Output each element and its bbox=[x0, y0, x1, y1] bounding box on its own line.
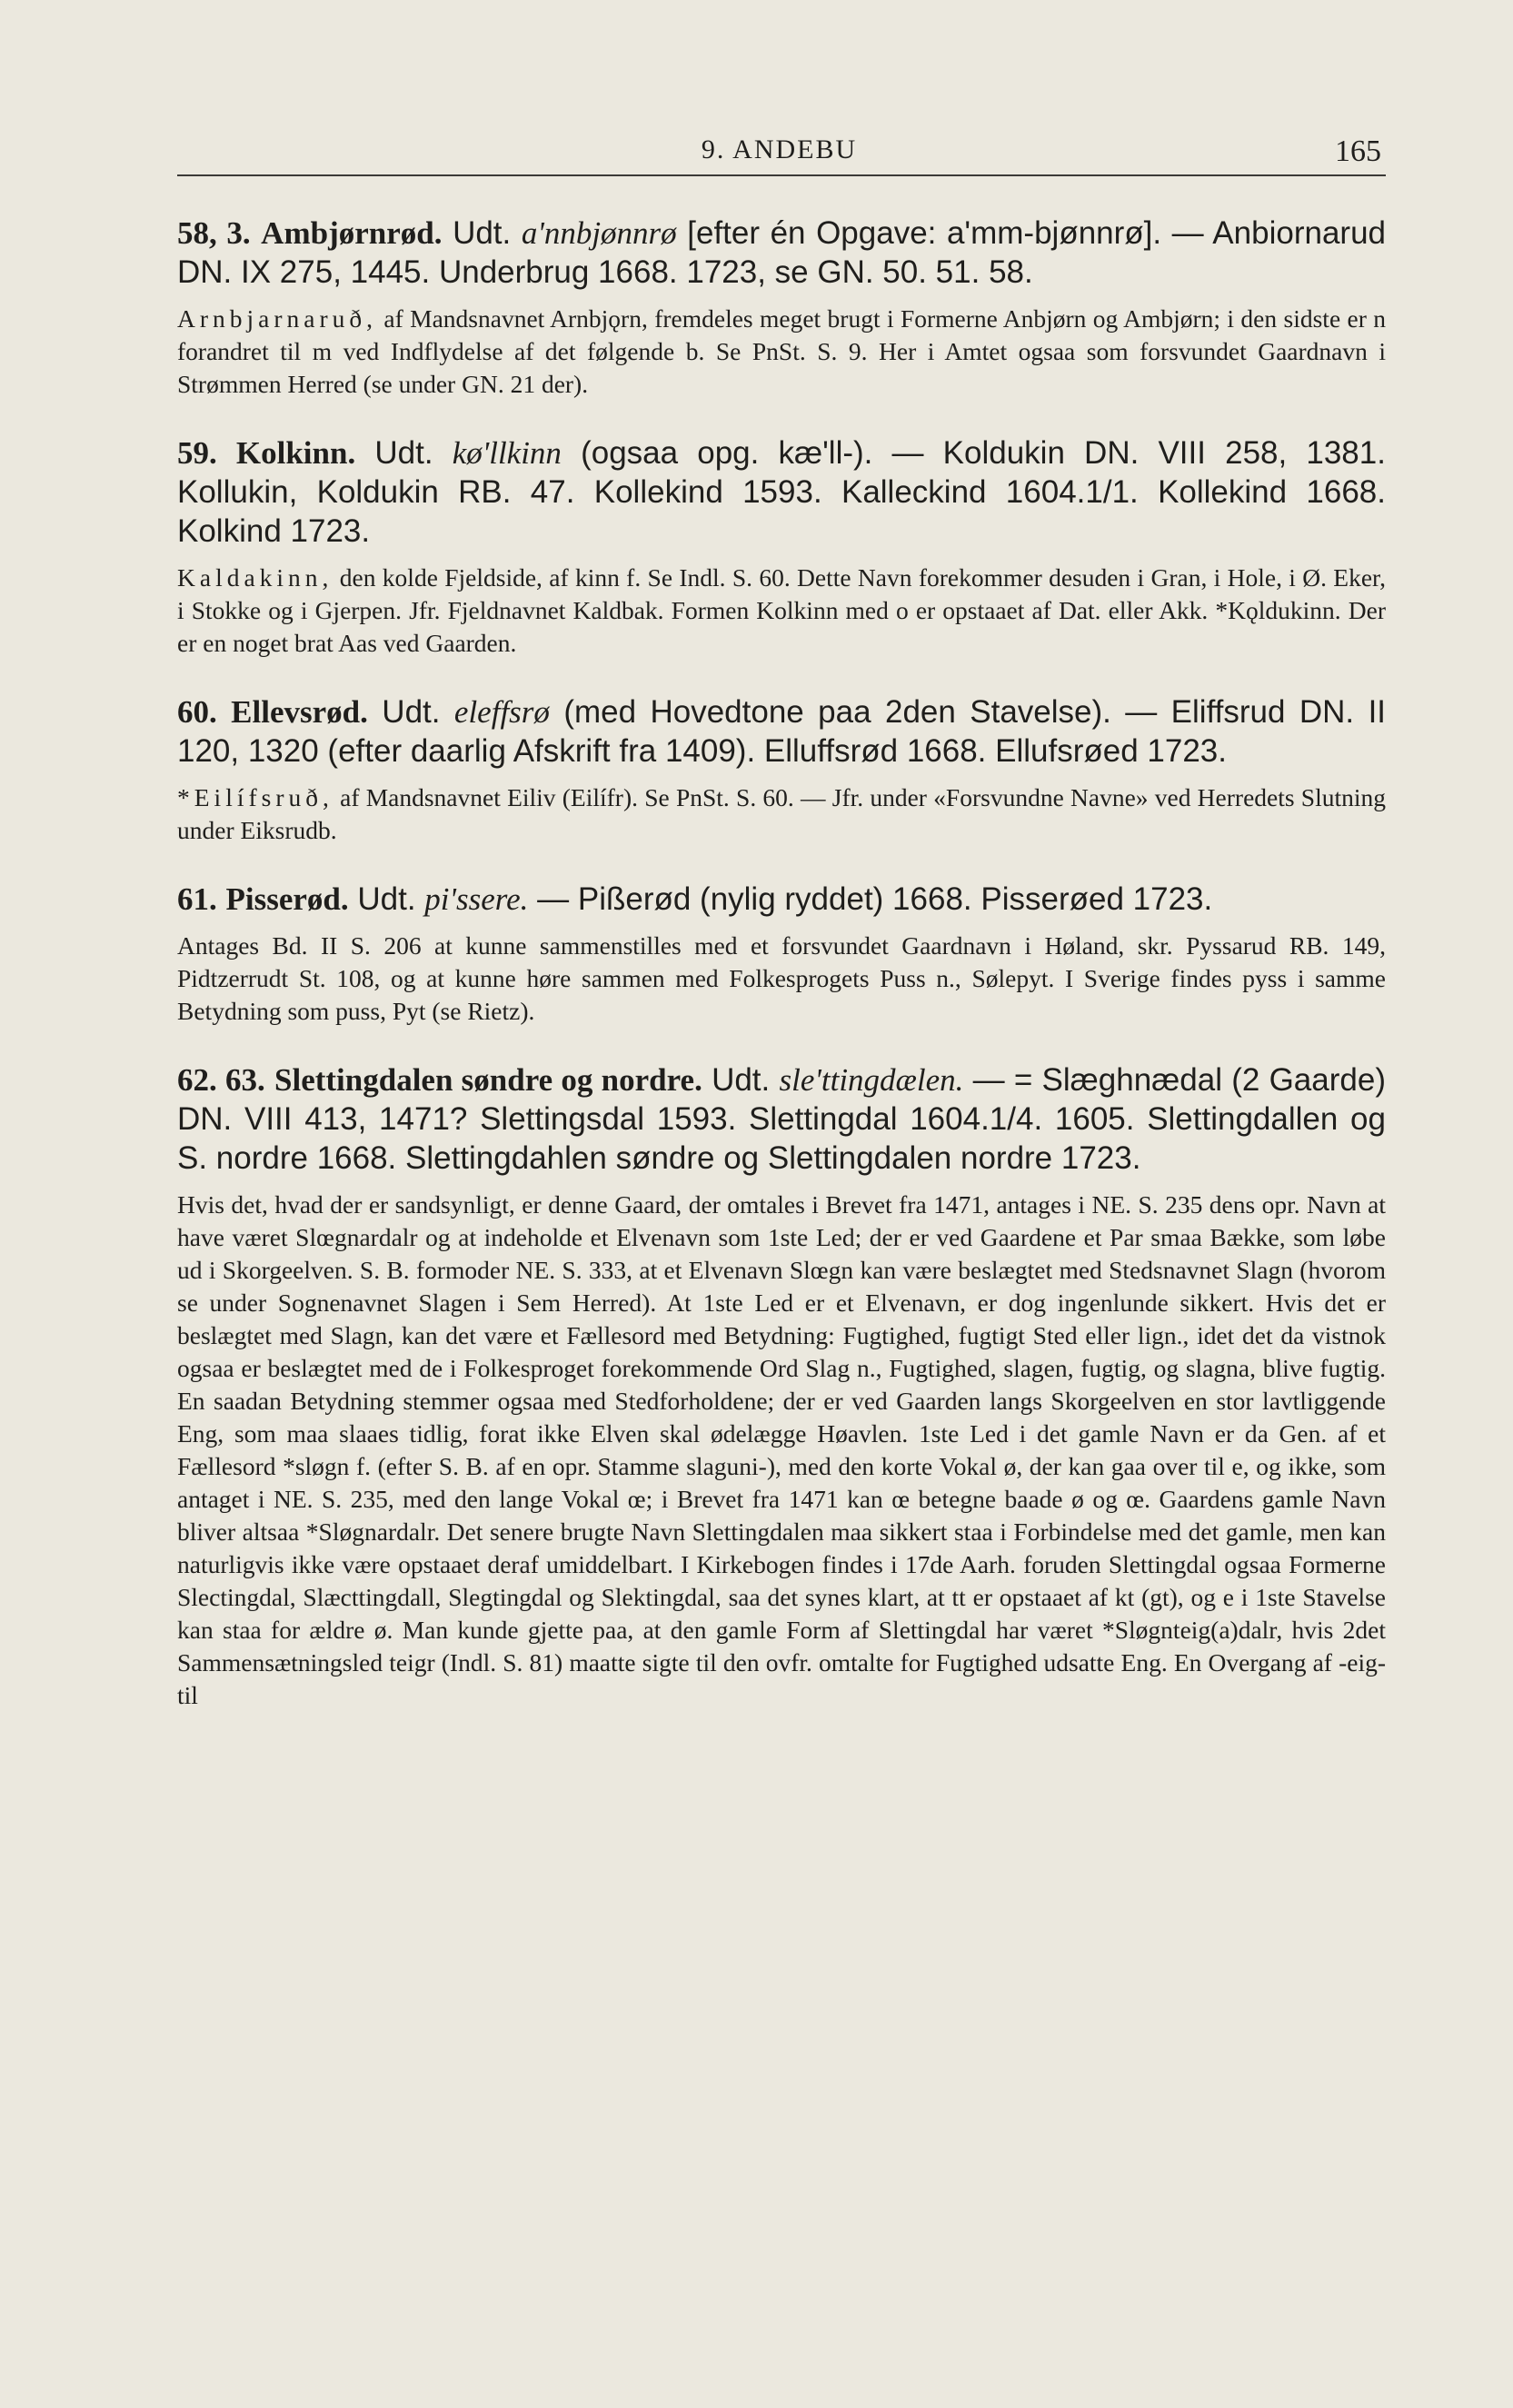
page-number: 165 bbox=[1335, 134, 1381, 168]
farm-name: Kolkinn. bbox=[235, 435, 356, 471]
entry-60 bbox=[177, 692, 1386, 847]
entry-number: 61. bbox=[177, 881, 217, 917]
header-rule bbox=[177, 174, 1386, 176]
pronunciation-label: Udt. bbox=[357, 881, 416, 917]
pronunciation: kø'llkinn bbox=[452, 435, 562, 471]
chapter-title: 9. ANDEBU bbox=[701, 134, 858, 164]
note-text: Antages Bd. II S. 206 at kunne sammenstilles med et forsvundet Gaardnavn i Høland, skr. Pyssarud RB. 149, Pidtzerrudt St. 108, og at kunne høre sammen med Folkesprogets Puss n., Sølepyt. I Sverige findes pyss i samme Betydning som puss, Pyt (se Rietz). bbox=[177, 931, 1386, 1025]
note-text: af Mandsnavnet Arnbjǫrn, fremdeles meget brugt i Formerne Anbjørn og Ambjørn; i den sidste er n forandret til m ved Indflydelse af det følgende b. Se PnSt. S. 9. Her i Amtet ogsaa som forsvundet Gaardnavn i Strømmen Herred (se under GN. 21 der). bbox=[177, 304, 1386, 398]
entry-sources: — = Slæghnædal (2 Gaarde) DN. VIII 413, 1471? Slettingsdal 1593. Slettingdal 1604.1/4. 1605. Slettingdallen og S. nordre 1668. Slettingdahlen søndre og Slettingdalen nordre 1723. bbox=[177, 1062, 1386, 1176]
pronunciation-label: Udt. bbox=[374, 435, 433, 471]
note-lead: *Eilífsruð, bbox=[177, 783, 333, 811]
entry-number: 58, 3. bbox=[177, 215, 251, 251]
entry-sources: (med Hovedtone paa 2den Stavelse). — Eliffsrud DN. II 120, 1320 (efter daarlig Afskrift fra 1409). Elluffsrød 1668. Ellufsrøed 1723. bbox=[177, 694, 1387, 769]
entry-main bbox=[177, 692, 1386, 771]
note-text: Hvis det, hvad der er sandsynligt, er denne Gaard, der omtales i Brevet fra 1471, antages i NE. S. 235 dens opr. Navn at have været Slœgnardalr og at indeholde et Elvenavn som 1ste Led; der er ved Gaardene et Par smaa Bække, som løbe ud i Skorgeelven. S. B. formoder NE. S. 333, at et Elvenavn Slœgn kan være beslægtet med Stedsnavnet Slagn (hvorom se under Sognenavnet Slagen i Sem Herred). At 1ste Led er et Elvenavn, er dog ingenlunde sikkert. Hvis det er beslægtet med Slagn, kan det være et Fællesord med Betydning: Fugtighed, fugtigt Sted eller lign., idet det da vistnok ogsaa er beslægtet med de i Folkesproget forekommende Ord Slag n., Fugtighed, slagen, fugtig, og slagna, blive fugtig. En saadan Betydning stemmer ogsaa med Stedforholdene; der er ved Gaarden langs Skorgeelven en stor lavtliggende Eng, som maa slaaes tidlig, forat ikke Elven skal ødelægge Høavlen. 1ste Led i det gamle Navn er da Gen. af et Fællesord *sløgn f. (efter S. B. af en opr. Stamme slaguni-), med den korte Vokal ø, der kan gaa over til e, og ikke, som antaget i NE. S. 235, med den lange Vokal œ; i Brevet fra 1471 kan œ betegne baade ø og œ. Gaardens gamle Navn bliver altsaa *Sløgnardalr. Det senere brugte Navn Slettingdalen maa sikkert staa i Forbindelse med det gamle, men kan naturligvis ikke være opstaaet deraf umiddelbart. I Kirkebogen findes i 17de Aarh. foruden Slettingdal ogsaa Formerne Slectingdal, Slæcttingdall, Slegtingdal og Slektingdal, saa det synes klart, at tt er opstaaet af kt (gt), og e i 1ste Stavelse kan staa for ældre ø. Man kunde gjette paa, at den gamle Form af Slettingdal har været *Sløgnteig(a)dalr, hvis 2det Sammensætningsled teigr (Indl. S. 81) maatte sigte til den ovfr. omtalte for Fugtighed udsatte Eng. En Overgang af -eig- til bbox=[177, 1190, 1386, 1709]
farm-name: Ambjørnrød. bbox=[261, 215, 443, 251]
pronunciation-label: Udt. bbox=[382, 694, 441, 730]
entry-note bbox=[177, 1189, 1386, 1712]
note-lead: Arnbjarnaruð, bbox=[177, 304, 378, 333]
pronunciation: eleffsrø bbox=[453, 694, 550, 730]
entry-note bbox=[177, 303, 1386, 401]
text-body bbox=[177, 214, 1386, 1712]
entry-number: 59. bbox=[177, 435, 217, 471]
pronunciation: pi'ssere. bbox=[424, 881, 529, 917]
note-text: af Mandsnavnet Eiliv (Eilífr). Se PnSt. S. 60. — Jfr. under «Forsvundne Navne» ved Herredets Slutning under Eiksrudb. bbox=[177, 783, 1387, 844]
note-lead: Kaldakinn, bbox=[177, 563, 333, 592]
entry-main bbox=[177, 433, 1386, 551]
entry-sources: — Pißerød (nylig ryddet) 1668. Pisserøed 1723. bbox=[537, 881, 1213, 917]
running-header bbox=[177, 127, 1381, 182]
entry-sources: [efter én Opgave: a'mm-bjønnrø]. — Anbiornarud DN. IX 275, 1445. Underbrug 1668. 1723, se GN. 50. 51. 58. bbox=[177, 215, 1387, 290]
entry-sources: (ogsaa opg. kæ'll-). — Koldukin DN. VIII 258, 1381. Kollukin, Koldukin RB. 47. Kollekind 1593. Kalleckind 1604.1/1. Kollekind 1668. Kolkind 1723. bbox=[177, 435, 1386, 549]
pronunciation: sle'ttingdælen. bbox=[779, 1062, 964, 1098]
pronunciation-label: Udt. bbox=[453, 215, 512, 251]
entry-main bbox=[177, 1060, 1386, 1178]
entry-number: 62. 63. bbox=[177, 1062, 265, 1098]
entry-main bbox=[177, 214, 1386, 292]
entry-62-63 bbox=[177, 1060, 1386, 1712]
entry-note bbox=[177, 930, 1386, 1028]
note-text: den kolde Fjeldside, af kinn f. Se Indl. S. 60. Dette Navn forekommer desuden i Gran, i Hole, i Ø. Eker, i Stokke og i Gjerpen. Jfr. Fjeldnavnet Kaldbak. Formen Kolkinn med o er opstaaet af Dat. eller Akk. *Kǫldukinn. Der er en noget brat Aas ved Gaarden. bbox=[177, 563, 1386, 657]
pronunciation-label: Udt. bbox=[712, 1062, 771, 1098]
farm-name: Ellevsrød. bbox=[231, 694, 368, 730]
entry-59 bbox=[177, 433, 1386, 660]
entry-number: 60. bbox=[177, 694, 217, 730]
entry-note bbox=[177, 781, 1386, 847]
entry-note bbox=[177, 562, 1386, 660]
entry-61 bbox=[177, 880, 1386, 1028]
farm-name: Pisserød. bbox=[225, 881, 349, 917]
farm-name: Slettingdalen søndre og nordre. bbox=[274, 1062, 702, 1098]
pronunciation: a'nnbjønnrø bbox=[521, 215, 677, 251]
entry-58 bbox=[177, 214, 1386, 401]
entry-main bbox=[177, 880, 1386, 919]
